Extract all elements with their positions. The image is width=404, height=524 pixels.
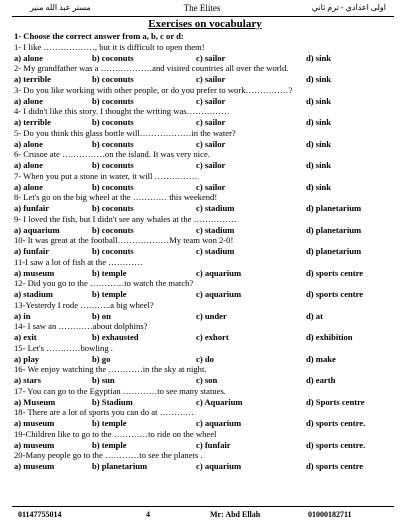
- instruction: 1- Choose the correct answer from a, b, c or d:: [14, 31, 184, 41]
- option-a: a) museum: [14, 439, 55, 450]
- option-a: a) alone: [14, 95, 43, 106]
- option-d: d) at: [306, 310, 323, 321]
- option-a: a) exit: [14, 332, 37, 342]
- option-a: a) terrible: [14, 74, 51, 84]
- option-a: a) alone: [14, 160, 43, 170]
- footer-page-number: 4: [146, 510, 150, 519]
- answer-options: [14, 332, 396, 343]
- option-a: a) museum: [14, 267, 55, 278]
- option-c: c) aquarium: [196, 289, 242, 299]
- option-d: d) sports centre.: [306, 439, 366, 450]
- question-text: 9- I loved the fish, but I didn't see any whales at the ……………: [14, 213, 237, 224]
- answer-options: [14, 461, 396, 472]
- option-d: d) sink: [306, 181, 332, 192]
- option-c: c) sailor: [196, 117, 226, 127]
- option-b: b) coconuts: [92, 138, 134, 149]
- answer-options: [14, 53, 396, 64]
- option-b: b) coconuts: [92, 203, 134, 213]
- option-c: c) sailor: [196, 160, 226, 170]
- option-b: b) go: [92, 353, 111, 364]
- page-header: [0, 3, 404, 15]
- option-b: b) coconuts: [92, 246, 134, 256]
- question-text: 15- Let's …………bowling .: [14, 342, 113, 353]
- option-c: c) sailor: [196, 74, 226, 84]
- question-text: 1- I like ………………, but it is difficult to open them!: [14, 41, 205, 52]
- option-d: d) make: [306, 353, 336, 364]
- option-a: a) museum: [14, 418, 55, 428]
- answer-options: [14, 397, 396, 408]
- question-text: 20-Many people go to the …………to see the planets .: [14, 450, 203, 461]
- option-a: a) play: [14, 353, 40, 364]
- question-text: 19-Children like to go to the …………to ride on the wheel: [14, 428, 217, 439]
- option-d: d) sports centre: [306, 267, 364, 278]
- footer-divider: [12, 506, 394, 507]
- option-a: a) Museum: [14, 396, 56, 407]
- option-a: a) museum: [14, 461, 55, 471]
- option-c: c) funfair: [196, 439, 231, 450]
- option-d: d) sports centre: [306, 461, 364, 471]
- option-a: a) in: [14, 310, 31, 321]
- option-c: c) sailor: [196, 138, 226, 149]
- page-footer: [0, 506, 404, 520]
- footer-phone-2: 01000182711: [308, 510, 352, 519]
- answer-options: [14, 96, 396, 107]
- option-d: d) exhibition: [306, 332, 353, 342]
- header-grade: اولى اعدادي - ترم ثاني: [311, 3, 386, 12]
- option-d: d) planetarium: [306, 224, 362, 235]
- option-c: c) aquarium: [196, 267, 242, 278]
- question-text: 13-Yesterdy I rode ………..a big wheel?: [14, 299, 154, 310]
- header-teacher-name: مستر عبد الله منير: [30, 3, 91, 12]
- answer-options: [14, 203, 396, 214]
- option-a: a) funfair: [14, 246, 50, 256]
- footer-phone-1: 01147755014: [18, 510, 62, 519]
- question-list: [14, 42, 396, 472]
- option-b: b) coconuts: [92, 117, 134, 127]
- answer-options: [14, 74, 396, 85]
- option-c: c) aquarium: [196, 418, 242, 428]
- option-d: d) planetarium: [306, 203, 362, 213]
- question-text: 6- Crusoe ate ……………on the island. It was very nice.: [14, 149, 210, 160]
- answer-options: [14, 268, 396, 279]
- option-d: d) planetarium: [306, 246, 362, 256]
- page-title: Exercises on vocabulary: [148, 18, 262, 30]
- answer-options: [14, 418, 396, 429]
- option-b: b) coconuts: [92, 74, 134, 84]
- option-b: b) temple: [92, 289, 127, 299]
- question-text: 10- It was great at the football………………My team won 2-0!: [14, 235, 234, 246]
- option-b: b) coconuts: [92, 95, 134, 106]
- option-b: b) planetarium: [92, 461, 148, 471]
- option-c: c) stadium: [196, 203, 235, 213]
- answer-options: [14, 354, 396, 365]
- answer-options: [14, 182, 396, 193]
- answer-options: [14, 246, 396, 257]
- option-a: a) alone: [14, 138, 43, 149]
- question-text: 3- Do you like working with other people, or do you prefer to work……………?: [14, 84, 293, 95]
- answer-options: [14, 311, 396, 322]
- answer-options: [14, 440, 396, 451]
- option-d: d) earth: [306, 375, 336, 385]
- option-c: c) sailor: [196, 52, 226, 63]
- footer-teacher: Mr: Abd Ellah: [210, 510, 261, 519]
- option-c: c) stadium: [196, 246, 235, 256]
- option-a: a) alone: [14, 52, 43, 63]
- option-c: c) son: [196, 375, 218, 385]
- option-c: c) under: [196, 310, 227, 321]
- option-c: c) stadium: [196, 224, 235, 235]
- option-b: b) coconuts: [92, 224, 134, 235]
- answer-options: [14, 289, 396, 300]
- option-c: c) exhort: [196, 332, 229, 342]
- option-b: b) on: [92, 310, 111, 321]
- option-b: b) coconuts: [92, 160, 134, 170]
- option-b: b) coconuts: [92, 52, 134, 63]
- option-c: c) Aquarium: [196, 396, 243, 407]
- option-d: d) sports centre: [306, 289, 364, 299]
- option-d: d) sink: [306, 74, 332, 84]
- option-a: a) aquarium: [14, 224, 60, 235]
- option-c: c) aquarium: [196, 461, 242, 471]
- answer-options: [14, 375, 396, 386]
- question-text: 8- Let's go on the big wheel at the ………… this weekend!: [14, 192, 218, 203]
- answer-options: [14, 117, 396, 128]
- option-d: d) sink: [306, 138, 332, 149]
- option-a: a) funfair: [14, 203, 50, 213]
- question-text: 14- I saw an …………about dolphins?: [14, 321, 148, 332]
- option-a: a) alone: [14, 181, 43, 192]
- question-text: 7- When you put a stone in water, it will ……………: [14, 170, 198, 181]
- option-d: d) sports centre.: [306, 418, 366, 428]
- option-d: d) sink: [306, 117, 332, 127]
- question-text: 12- Did you go to the …………to watch the match?: [14, 278, 194, 289]
- question-text: 18- There are a lot of sports you can do at …………: [14, 407, 195, 418]
- option-a: a) stars: [14, 375, 41, 385]
- option-a: a) stadium: [14, 289, 53, 299]
- question-text: 2- My grandfather was a ………………and visited countries all over the world.: [14, 63, 289, 74]
- option-b: b) sun: [92, 375, 115, 385]
- option-b: b) coconuts: [92, 181, 134, 192]
- answer-options: [14, 160, 396, 171]
- question-text: 5- Do you think this glass bottle will………………in the water?: [14, 127, 236, 138]
- header-brand: The Elites: [183, 3, 221, 13]
- option-b: b) temple: [92, 418, 127, 428]
- exercise-content: [14, 17, 396, 472]
- option-b: b) exhausted: [92, 332, 139, 342]
- option-b: b) Stadium: [92, 396, 133, 407]
- option-d: d) sink: [306, 52, 332, 63]
- option-c: c) do: [196, 353, 214, 364]
- option-d: d) sink: [306, 160, 332, 170]
- option-d: d) sink: [306, 95, 332, 106]
- question-text: 17- You can go to the Egyptian …………to see many statues.: [14, 385, 226, 396]
- option-d: d) Sports centre: [306, 396, 365, 407]
- answer-options: [14, 139, 396, 150]
- option-c: c) sailor: [196, 181, 226, 192]
- option-b: b) temple: [92, 439, 127, 450]
- option-b: b) temple: [92, 267, 127, 278]
- question-text: 4- I didn't like this story. I thought the writing was……………: [14, 106, 230, 117]
- question-text: 11-I saw a lot of fish at the …………: [14, 256, 143, 267]
- option-c: c) sailor: [196, 95, 226, 106]
- option-a: a) terrible: [14, 117, 51, 127]
- answer-options: [14, 225, 396, 236]
- question-text: 16- We enjoy watching the …………in the sky at night.: [14, 364, 207, 375]
